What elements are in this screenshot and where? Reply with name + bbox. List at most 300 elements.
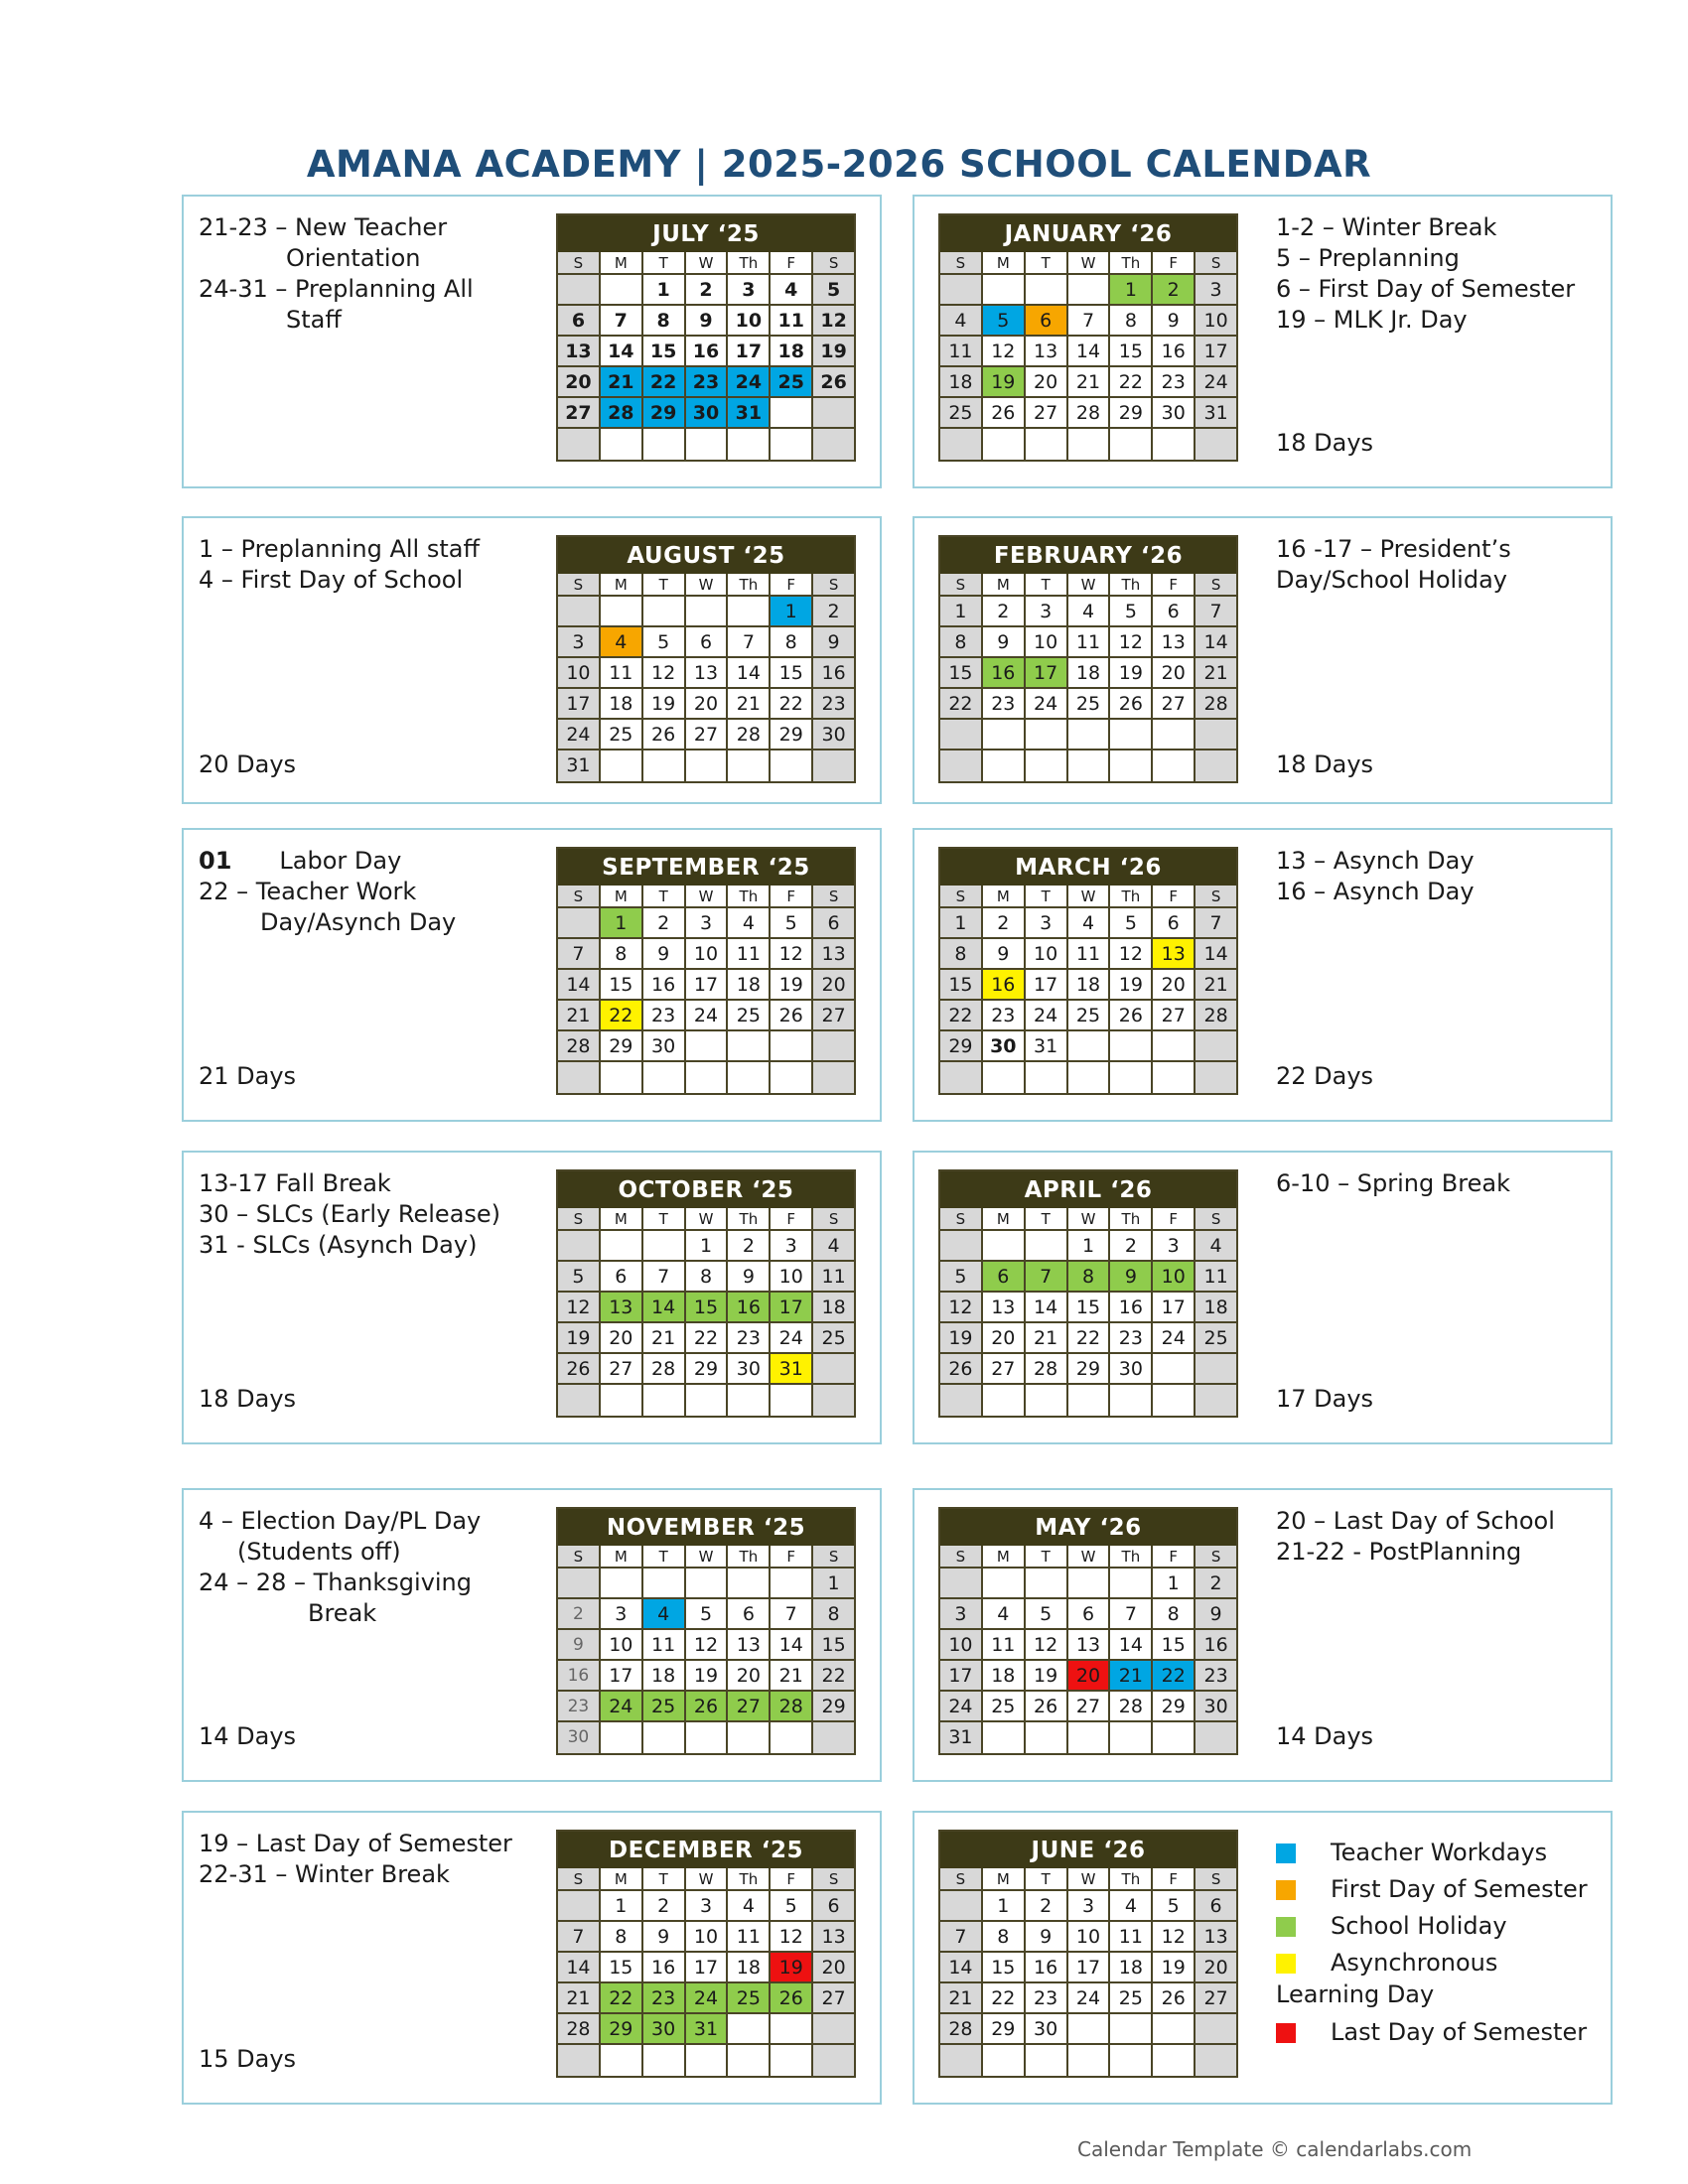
day-cell[interactable]: 28: [643, 1354, 686, 1385]
day-cell[interactable]: 30: [643, 1031, 686, 1062]
day-cell[interactable]: 14: [1026, 1293, 1068, 1323]
day-cell[interactable]: 10: [1196, 306, 1236, 337]
day-cell[interactable]: 29: [686, 1354, 729, 1385]
day-cell[interactable]: 7: [558, 1922, 601, 1953]
day-cell[interactable]: 13: [728, 1630, 771, 1661]
day-cell[interactable]: 28: [940, 2014, 983, 2045]
day-cell[interactable]: 1: [643, 275, 686, 306]
day-cell[interactable]: 3: [1026, 908, 1068, 939]
day-cell[interactable]: 9: [1110, 1262, 1153, 1293]
day-cell[interactable]: 24: [940, 1692, 983, 1722]
day-cell[interactable]: 26: [1110, 689, 1153, 720]
day-cell[interactable]: 9: [558, 1630, 601, 1661]
day-cell[interactable]: 20: [1153, 658, 1196, 689]
day-cell[interactable]: 13: [1026, 337, 1068, 367]
day-cell[interactable]: 23: [983, 689, 1026, 720]
day-cell[interactable]: 6: [983, 1262, 1026, 1293]
day-cell[interactable]: 2: [643, 908, 686, 939]
day-cell[interactable]: 19: [1110, 970, 1153, 1001]
day-cell[interactable]: 9: [1196, 1599, 1236, 1630]
day-cell[interactable]: 28: [771, 1692, 813, 1722]
day-cell[interactable]: 17: [1026, 658, 1068, 689]
day-cell[interactable]: 8: [686, 1262, 729, 1293]
day-cell[interactable]: 6: [728, 1599, 771, 1630]
day-cell[interactable]: 5: [558, 1262, 601, 1293]
day-cell[interactable]: 11: [983, 1630, 1026, 1661]
day-cell[interactable]: 30: [1196, 1692, 1236, 1722]
day-cell[interactable]: 12: [558, 1293, 601, 1323]
day-cell[interactable]: 26: [813, 367, 854, 398]
day-cell[interactable]: 31: [1026, 1031, 1068, 1062]
day-cell[interactable]: 27: [558, 398, 601, 429]
day-cell[interactable]: 8: [813, 1599, 854, 1630]
day-cell[interactable]: 14: [558, 1953, 601, 1983]
day-cell[interactable]: 8: [1110, 306, 1153, 337]
day-cell[interactable]: 7: [558, 939, 601, 970]
day-cell[interactable]: 1: [813, 1569, 854, 1599]
day-cell[interactable]: 30: [1026, 2014, 1068, 2045]
day-cell[interactable]: 19: [771, 970, 813, 1001]
day-cell[interactable]: 1: [771, 597, 813, 627]
day-cell[interactable]: 12: [983, 337, 1026, 367]
day-cell[interactable]: 3: [558, 627, 601, 658]
day-cell[interactable]: 12: [1026, 1630, 1068, 1661]
day-cell[interactable]: 20: [1153, 970, 1196, 1001]
day-cell[interactable]: 9: [686, 306, 729, 337]
day-cell[interactable]: 22: [771, 689, 813, 720]
day-cell[interactable]: 12: [940, 1293, 983, 1323]
day-cell[interactable]: 22: [686, 1323, 729, 1354]
day-cell[interactable]: 21: [1196, 658, 1236, 689]
day-cell[interactable]: 3: [1026, 597, 1068, 627]
day-cell[interactable]: 29: [601, 1031, 643, 1062]
day-cell[interactable]: 22: [1068, 1323, 1111, 1354]
day-cell[interactable]: 23: [643, 1001, 686, 1031]
day-cell[interactable]: 23: [1153, 367, 1196, 398]
day-cell[interactable]: 12: [771, 1922, 813, 1953]
day-cell[interactable]: 20: [1068, 1661, 1111, 1692]
day-cell[interactable]: 16: [686, 337, 729, 367]
day-cell[interactable]: 13: [1068, 1630, 1111, 1661]
day-cell[interactable]: 8: [940, 627, 983, 658]
day-cell[interactable]: 14: [1196, 627, 1236, 658]
day-cell[interactable]: 23: [813, 689, 854, 720]
day-cell[interactable]: 1: [1068, 1231, 1111, 1262]
day-cell[interactable]: 7: [771, 1599, 813, 1630]
day-cell[interactable]: 23: [1110, 1323, 1153, 1354]
day-cell[interactable]: 28: [1196, 1001, 1236, 1031]
day-cell[interactable]: 30: [983, 1031, 1026, 1062]
day-cell[interactable]: 27: [601, 1354, 643, 1385]
day-cell[interactable]: 14: [771, 1630, 813, 1661]
day-cell[interactable]: 16: [643, 970, 686, 1001]
day-cell[interactable]: 31: [728, 398, 771, 429]
day-cell[interactable]: 22: [940, 1001, 983, 1031]
day-cell[interactable]: 6: [813, 1891, 854, 1922]
day-cell[interactable]: 10: [1026, 627, 1068, 658]
day-cell[interactable]: 17: [601, 1661, 643, 1692]
day-cell[interactable]: 18: [601, 689, 643, 720]
day-cell[interactable]: 18: [728, 1953, 771, 1983]
day-cell[interactable]: 13: [601, 1293, 643, 1323]
day-cell[interactable]: 24: [1196, 367, 1236, 398]
day-cell[interactable]: 11: [601, 658, 643, 689]
day-cell[interactable]: 2: [728, 1231, 771, 1262]
day-cell[interactable]: 22: [940, 689, 983, 720]
day-cell[interactable]: 30: [1153, 398, 1196, 429]
day-cell[interactable]: 10: [601, 1630, 643, 1661]
day-cell[interactable]: 5: [940, 1262, 983, 1293]
day-cell[interactable]: 16: [1196, 1630, 1236, 1661]
day-cell[interactable]: 6: [686, 627, 729, 658]
day-cell[interactable]: 26: [1026, 1692, 1068, 1722]
day-cell[interactable]: 5: [1026, 1599, 1068, 1630]
day-cell[interactable]: 2: [1196, 1569, 1236, 1599]
day-cell[interactable]: 9: [1153, 306, 1196, 337]
day-cell[interactable]: 24: [1026, 1001, 1068, 1031]
day-cell[interactable]: 15: [1153, 1630, 1196, 1661]
day-cell[interactable]: 11: [1110, 1922, 1153, 1953]
day-cell[interactable]: 28: [1196, 689, 1236, 720]
day-cell[interactable]: 14: [1196, 939, 1236, 970]
day-cell[interactable]: 7: [940, 1922, 983, 1953]
day-cell[interactable]: 12: [771, 939, 813, 970]
day-cell[interactable]: 22: [1153, 1661, 1196, 1692]
day-cell[interactable]: 23: [558, 1692, 601, 1722]
day-cell[interactable]: 9: [813, 627, 854, 658]
day-cell[interactable]: 1: [940, 908, 983, 939]
day-cell[interactable]: 23: [1026, 1983, 1068, 2014]
day-cell[interactable]: 13: [1196, 1922, 1236, 1953]
day-cell[interactable]: 1: [983, 1891, 1026, 1922]
day-cell[interactable]: 21: [771, 1661, 813, 1692]
day-cell[interactable]: 18: [771, 337, 813, 367]
day-cell[interactable]: 3: [1196, 275, 1236, 306]
day-cell[interactable]: 4: [728, 1891, 771, 1922]
day-cell[interactable]: 27: [1196, 1983, 1236, 2014]
day-cell[interactable]: 2: [983, 597, 1026, 627]
day-cell[interactable]: 19: [643, 689, 686, 720]
day-cell[interactable]: 23: [728, 1323, 771, 1354]
day-cell[interactable]: 17: [1153, 1293, 1196, 1323]
day-cell[interactable]: 3: [1068, 1891, 1111, 1922]
day-cell[interactable]: 25: [1068, 689, 1111, 720]
day-cell[interactable]: 2: [686, 275, 729, 306]
day-cell[interactable]: 7: [1110, 1599, 1153, 1630]
day-cell[interactable]: 18: [1068, 970, 1111, 1001]
day-cell[interactable]: 21: [558, 1001, 601, 1031]
day-cell[interactable]: 10: [940, 1630, 983, 1661]
day-cell[interactable]: 28: [558, 2014, 601, 2045]
day-cell[interactable]: 5: [1153, 1891, 1196, 1922]
day-cell[interactable]: 26: [771, 1983, 813, 2014]
day-cell[interactable]: 25: [771, 367, 813, 398]
day-cell[interactable]: 1: [601, 908, 643, 939]
day-cell[interactable]: 8: [643, 306, 686, 337]
day-cell[interactable]: 5: [1110, 597, 1153, 627]
day-cell[interactable]: 25: [983, 1692, 1026, 1722]
day-cell[interactable]: 3: [771, 1231, 813, 1262]
day-cell[interactable]: 24: [1026, 689, 1068, 720]
day-cell[interactable]: 10: [1026, 939, 1068, 970]
day-cell[interactable]: 10: [1068, 1922, 1111, 1953]
day-cell[interactable]: 15: [1110, 337, 1153, 367]
day-cell[interactable]: 12: [1110, 627, 1153, 658]
day-cell[interactable]: 16: [558, 1661, 601, 1692]
day-cell[interactable]: 11: [728, 939, 771, 970]
day-cell[interactable]: 3: [686, 908, 729, 939]
day-cell[interactable]: 22: [643, 367, 686, 398]
day-cell[interactable]: 9: [643, 939, 686, 970]
day-cell[interactable]: 31: [558, 751, 601, 781]
day-cell[interactable]: 18: [1110, 1953, 1153, 1983]
day-cell[interactable]: 23: [686, 367, 729, 398]
day-cell[interactable]: 6: [1068, 1599, 1111, 1630]
day-cell[interactable]: 17: [686, 970, 729, 1001]
day-cell[interactable]: 7: [1026, 1262, 1068, 1293]
day-cell[interactable]: 14: [601, 337, 643, 367]
day-cell[interactable]: 7: [1068, 306, 1111, 337]
day-cell[interactable]: 9: [983, 627, 1026, 658]
day-cell[interactable]: 21: [643, 1323, 686, 1354]
day-cell[interactable]: 30: [558, 1722, 601, 1753]
day-cell[interactable]: 25: [1110, 1983, 1153, 2014]
day-cell[interactable]: 26: [771, 1001, 813, 1031]
day-cell[interactable]: 12: [1110, 939, 1153, 970]
day-cell[interactable]: 2: [643, 1891, 686, 1922]
day-cell[interactable]: 19: [558, 1323, 601, 1354]
day-cell[interactable]: 10: [771, 1262, 813, 1293]
day-cell[interactable]: 25: [601, 720, 643, 751]
day-cell[interactable]: 11: [643, 1630, 686, 1661]
day-cell[interactable]: 17: [1068, 1953, 1111, 1983]
day-cell[interactable]: 24: [601, 1692, 643, 1722]
day-cell[interactable]: 25: [728, 1983, 771, 2014]
day-cell[interactable]: 15: [643, 337, 686, 367]
day-cell[interactable]: 24: [558, 720, 601, 751]
day-cell[interactable]: 16: [813, 658, 854, 689]
day-cell[interactable]: 30: [643, 2014, 686, 2045]
day-cell[interactable]: 19: [1026, 1661, 1068, 1692]
day-cell[interactable]: 13: [813, 939, 854, 970]
day-cell[interactable]: 31: [771, 1354, 813, 1385]
day-cell[interactable]: 4: [771, 275, 813, 306]
day-cell[interactable]: 21: [940, 1983, 983, 2014]
day-cell[interactable]: 7: [1196, 908, 1236, 939]
day-cell[interactable]: 8: [983, 1922, 1026, 1953]
day-cell[interactable]: 19: [1153, 1953, 1196, 1983]
day-cell[interactable]: 3: [940, 1599, 983, 1630]
day-cell[interactable]: 15: [686, 1293, 729, 1323]
day-cell[interactable]: 19: [983, 367, 1026, 398]
day-cell[interactable]: 8: [940, 939, 983, 970]
day-cell[interactable]: 9: [728, 1262, 771, 1293]
day-cell[interactable]: 23: [643, 1983, 686, 2014]
day-cell[interactable]: 23: [1196, 1661, 1236, 1692]
day-cell[interactable]: 12: [686, 1630, 729, 1661]
day-cell[interactable]: 18: [813, 1293, 854, 1323]
day-cell[interactable]: 8: [601, 939, 643, 970]
day-cell[interactable]: 31: [940, 1722, 983, 1753]
day-cell[interactable]: 23: [983, 1001, 1026, 1031]
day-cell[interactable]: 11: [728, 1922, 771, 1953]
day-cell[interactable]: 21: [601, 367, 643, 398]
day-cell[interactable]: 16: [728, 1293, 771, 1323]
day-cell[interactable]: 19: [813, 337, 854, 367]
day-cell[interactable]: 21: [558, 1983, 601, 2014]
day-cell[interactable]: 8: [1068, 1262, 1111, 1293]
day-cell[interactable]: 18: [1196, 1293, 1236, 1323]
day-cell[interactable]: 8: [1153, 1599, 1196, 1630]
day-cell[interactable]: 11: [813, 1262, 854, 1293]
day-cell[interactable]: 6: [601, 1262, 643, 1293]
day-cell[interactable]: 28: [1026, 1354, 1068, 1385]
day-cell[interactable]: 20: [813, 1953, 854, 1983]
day-cell[interactable]: 27: [1153, 689, 1196, 720]
day-cell[interactable]: 31: [1196, 398, 1236, 429]
day-cell[interactable]: 20: [558, 367, 601, 398]
day-cell[interactable]: 5: [771, 908, 813, 939]
day-cell[interactable]: 20: [1026, 367, 1068, 398]
day-cell[interactable]: 2: [983, 908, 1026, 939]
day-cell[interactable]: 27: [983, 1354, 1026, 1385]
day-cell[interactable]: 21: [1068, 367, 1111, 398]
day-cell[interactable]: 16: [643, 1953, 686, 1983]
day-cell[interactable]: 26: [1153, 1983, 1196, 2014]
day-cell[interactable]: 17: [1196, 337, 1236, 367]
day-cell[interactable]: 22: [601, 1001, 643, 1031]
day-cell[interactable]: 4: [728, 908, 771, 939]
day-cell[interactable]: 25: [728, 1001, 771, 1031]
day-cell[interactable]: 5: [983, 306, 1026, 337]
day-cell[interactable]: 3: [1153, 1231, 1196, 1262]
day-cell[interactable]: 2: [1026, 1891, 1068, 1922]
day-cell[interactable]: 14: [940, 1953, 983, 1983]
day-cell[interactable]: 20: [601, 1323, 643, 1354]
day-cell[interactable]: 14: [1068, 337, 1111, 367]
day-cell[interactable]: 15: [940, 658, 983, 689]
day-cell[interactable]: 27: [1153, 1001, 1196, 1031]
day-cell[interactable]: 5: [1110, 908, 1153, 939]
day-cell[interactable]: 17: [728, 337, 771, 367]
day-cell[interactable]: 6: [813, 908, 854, 939]
day-cell[interactable]: 22: [813, 1661, 854, 1692]
day-cell[interactable]: 16: [1026, 1953, 1068, 1983]
day-cell[interactable]: 29: [1068, 1354, 1111, 1385]
day-cell[interactable]: 28: [1068, 398, 1111, 429]
day-cell[interactable]: 16: [1153, 337, 1196, 367]
day-cell[interactable]: 3: [601, 1599, 643, 1630]
day-cell[interactable]: 13: [813, 1922, 854, 1953]
day-cell[interactable]: 6: [1153, 597, 1196, 627]
day-cell[interactable]: 11: [940, 337, 983, 367]
day-cell[interactable]: 12: [643, 658, 686, 689]
day-cell[interactable]: 16: [983, 658, 1026, 689]
day-cell[interactable]: 21: [1110, 1661, 1153, 1692]
day-cell[interactable]: 4: [1068, 908, 1111, 939]
day-cell[interactable]: 5: [643, 627, 686, 658]
day-cell[interactable]: 15: [601, 970, 643, 1001]
day-cell[interactable]: 4: [643, 1599, 686, 1630]
day-cell[interactable]: 15: [771, 658, 813, 689]
day-cell[interactable]: 20: [983, 1323, 1026, 1354]
day-cell[interactable]: 21: [1026, 1323, 1068, 1354]
day-cell[interactable]: 5: [771, 1891, 813, 1922]
day-cell[interactable]: 27: [728, 1692, 771, 1722]
day-cell[interactable]: 28: [558, 1031, 601, 1062]
day-cell[interactable]: 6: [1153, 908, 1196, 939]
day-cell[interactable]: 24: [1153, 1323, 1196, 1354]
day-cell[interactable]: 17: [771, 1293, 813, 1323]
day-cell[interactable]: 4: [1196, 1231, 1236, 1262]
day-cell[interactable]: 17: [686, 1953, 729, 1983]
day-cell[interactable]: 22: [983, 1983, 1026, 2014]
day-cell[interactable]: 26: [558, 1354, 601, 1385]
day-cell[interactable]: 14: [558, 970, 601, 1001]
day-cell[interactable]: 9: [983, 939, 1026, 970]
day-cell[interactable]: 29: [813, 1692, 854, 1722]
day-cell[interactable]: 10: [728, 306, 771, 337]
day-cell[interactable]: 15: [940, 970, 983, 1001]
day-cell[interactable]: 18: [940, 367, 983, 398]
day-cell[interactable]: 9: [1026, 1922, 1068, 1953]
day-cell[interactable]: 27: [686, 720, 729, 751]
day-cell[interactable]: 3: [686, 1891, 729, 1922]
day-cell[interactable]: 3: [728, 275, 771, 306]
day-cell[interactable]: 1: [601, 1891, 643, 1922]
day-cell[interactable]: 12: [813, 306, 854, 337]
day-cell[interactable]: 29: [601, 2014, 643, 2045]
day-cell[interactable]: 19: [940, 1323, 983, 1354]
day-cell[interactable]: 4: [1068, 597, 1111, 627]
day-cell[interactable]: 29: [1153, 1692, 1196, 1722]
day-cell[interactable]: 2: [1110, 1231, 1153, 1262]
day-cell[interactable]: 4: [1110, 1891, 1153, 1922]
day-cell[interactable]: 4: [813, 1231, 854, 1262]
day-cell[interactable]: 7: [1196, 597, 1236, 627]
day-cell[interactable]: 7: [643, 1262, 686, 1293]
day-cell[interactable]: 29: [940, 1031, 983, 1062]
day-cell[interactable]: 21: [728, 689, 771, 720]
day-cell[interactable]: 13: [1153, 939, 1196, 970]
day-cell[interactable]: 18: [643, 1661, 686, 1692]
day-cell[interactable]: 20: [686, 689, 729, 720]
day-cell[interactable]: 21: [1196, 970, 1236, 1001]
day-cell[interactable]: 7: [728, 627, 771, 658]
day-cell[interactable]: 14: [643, 1293, 686, 1323]
day-cell[interactable]: 18: [1068, 658, 1111, 689]
day-cell[interactable]: 18: [728, 970, 771, 1001]
day-cell[interactable]: 1: [940, 597, 983, 627]
day-cell[interactable]: 25: [1196, 1323, 1236, 1354]
day-cell[interactable]: 25: [940, 398, 983, 429]
day-cell[interactable]: 8: [601, 1922, 643, 1953]
day-cell[interactable]: 2: [813, 597, 854, 627]
day-cell[interactable]: 28: [728, 720, 771, 751]
day-cell[interactable]: 9: [643, 1922, 686, 1953]
day-cell[interactable]: 13: [558, 337, 601, 367]
day-cell[interactable]: 5: [813, 275, 854, 306]
day-cell[interactable]: 2: [558, 1599, 601, 1630]
day-cell[interactable]: 29: [643, 398, 686, 429]
day-cell[interactable]: 10: [558, 658, 601, 689]
day-cell[interactable]: 8: [771, 627, 813, 658]
day-cell[interactable]: 4: [601, 627, 643, 658]
day-cell[interactable]: 30: [813, 720, 854, 751]
day-cell[interactable]: 22: [601, 1983, 643, 2014]
day-cell[interactable]: 26: [643, 720, 686, 751]
day-cell[interactable]: 16: [983, 970, 1026, 1001]
